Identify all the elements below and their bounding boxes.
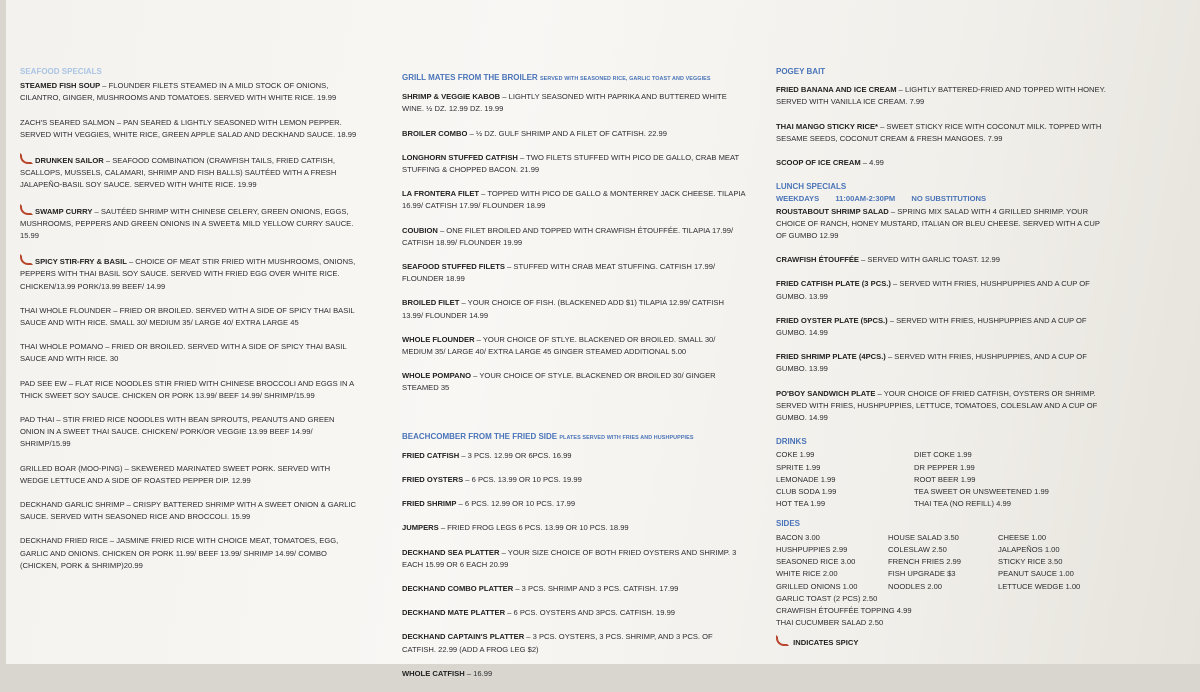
beach-note: PLATES SERVED WITH FRIES AND HUSHPUPPIES [559, 434, 694, 441]
menu-item-description: – SPRING MIX SALAD WITH 4 GRILLED SHRIMP. YOUR CHOICE OF RANCH, HONEY MUSTARD, ITALIAN OR BLEU CHEESE. SERVED WITH A CUP OF GUMBO 12.99 [776, 206, 1100, 241]
side-item: PEANUT SAUCE 1.00 [998, 569, 1074, 579]
menu-item-name: CRAWFISH ÉTOUFFÉE [776, 255, 859, 265]
chili-pepper-icon [20, 204, 33, 215]
menu-item-name: ROUSTABOUT SHRIMP SALAD [776, 206, 889, 216]
menu-item [20, 117, 360, 141]
menu-item-description: – LIGHTLY SEASONED WITH PAPRIKA AND BUTTERED WHITE WINE. ½ DZ. 12.99 DZ. 19.99 [402, 92, 727, 114]
drink-item: ROOT BEER 1.99 [914, 474, 976, 484]
drink-item: HOT TEA 1.99 [776, 499, 826, 509]
menu-item-name: BROILER COMBO [402, 128, 468, 138]
drink-item: CLUB SODA 1.99 [776, 487, 837, 497]
menu-item [20, 341, 360, 365]
menu-item [402, 334, 747, 358]
section-heading-sides: SIDES [776, 519, 801, 529]
menu-item [776, 206, 1106, 243]
menu-item-name: SCOOP OF ICE CREAM [776, 158, 861, 168]
drink-item: THAI TEA (NO REFILL) 4.99 [914, 499, 1011, 509]
menu-item-description: – FRIED FROG LEGS 6 PCS. 13.99 OR 10 PCS. 18.99 [438, 523, 629, 533]
menu-item-description: – SERVED WITH FRIES, HUSHPUPPIES AND A CUP OF GUMBO. 13.99 [776, 279, 1090, 301]
menu-item-name: FRIED CATFISH [402, 450, 460, 460]
side-item: GRILLED ONIONS 1.00 [776, 581, 858, 591]
menu-item-description: – YOUR CHOICE OF STLYE. BLACKENED OR BROILED. SMALL 30/ MEDIUM 35/ LARGE 40/ EXTRA LARGE 45 GINGER STEAMED ADDITIONAL 5.00 [402, 334, 716, 357]
menu-item [402, 91, 747, 115]
menu-item [20, 254, 360, 293]
side-item: HUSHPUPPIES 2.99 [776, 544, 848, 554]
menu-item-name: WHOLE POMPANO [402, 371, 472, 381]
menu-item [402, 607, 747, 619]
lunch-hours: 11:00AM-2:30PM [835, 194, 896, 204]
grill-title: GRILL MATES FROM THE BROILER [402, 73, 538, 82]
menu-item-description: – 6 PCS. OYSTERS AND 3PCS. CATFISH. 19.99 [505, 608, 676, 618]
menu-item-name: FRIED SHRIMP PLATE (4PCS.) [776, 352, 886, 362]
menu-item-name: LA FRONTERA FILET [402, 189, 480, 199]
drink-item: DR PEPPER 1.99 [914, 462, 975, 472]
menu-item [402, 225, 747, 249]
side-item: FRENCH FRIES 2.99 [888, 557, 962, 567]
menu-item-description: – SWEET STICKY RICE WITH COCONUT MILK. TOPPED WITH SESAME SEEDS, COCONUT CREAM & FRESH MANGOES. 7.99 [776, 121, 1102, 143]
menu-item-name: FRIED SHRIMP [402, 499, 457, 509]
menu-item [402, 474, 747, 486]
menu-item-name: COUBION [402, 225, 438, 235]
menu-item-name: SPICY STIR-FRY & BASIL [35, 257, 127, 267]
menu-item-description: – FLOUNDER FILETS STEAMED IN A MILD STOCK OF ONIONS, CILANTRO, GINGER, MUSHROOMS AND TOMATOES. SERVED WITH WHITE RICE. 19.99 [20, 81, 337, 103]
beachcomber-list [402, 450, 747, 680]
menu-item-name: WHOLE FLOUNDER [402, 334, 475, 344]
section-heading-grill [402, 72, 747, 85]
menu-item-name: DECKHAND CAPTAIN'S PLATTER [402, 632, 525, 642]
menu-item [776, 121, 1106, 145]
menu-item-name: DRUNKEN SAILOR [35, 156, 104, 166]
menu-item [402, 450, 747, 462]
menu-item [402, 522, 747, 534]
menu-item-description: – SERVED WITH FRIES, HUSHPUPPIES AND A CUP OF GUMBO. 14.99 [776, 315, 1087, 338]
menu-item-description: – YOUR CHOICE OF STYLE. BLACKENED OR BROILED 30/ GINGER STEAMED 35 [402, 371, 716, 393]
grill-list [402, 91, 747, 394]
menu-item-description: – TOPPED WITH PICO DE GALLO & MONTERREY JACK CHEESE. TILAPIA 16.99/ CATFISH 17.99/ FLOUNDER 18.99 [402, 189, 746, 211]
menu-item [402, 668, 747, 680]
drink-item: TEA SWEET OR UNSWEETENED 1.99 [914, 487, 1049, 497]
side-item: COLESLAW 2.50 [888, 544, 947, 554]
menu-item-description: GRILLED BOAR (MOO-PING) – SKEWERED MARINATED SWEET PORK. SERVED WITH WEDGE LETTUCE AND A SIDE OF ROASTED PEPPER DIP. 12.99 [20, 463, 331, 485]
menu-item [402, 547, 747, 571]
menu-item-description: – ½ DZ. GULF SHRIMP AND A FILET OF CATFISH. 22.99 [467, 128, 667, 138]
specials-list [20, 80, 360, 572]
menu-item [20, 463, 360, 487]
menu-item [776, 388, 1106, 425]
side-item: GARLIC TOAST (2 PCS) 2.50 [776, 593, 878, 603]
menu-item-description: – SEAFOOD COMBINATION (CRAWFISH TAILS, FRIED CATFISH, SCALLOPS, MUSSELS, CALAMARI, SHRIMP AND FISH BALLS) SAUTÉED WITH A FRESH JALAPEÑO-BASIL SOY SAUCE. SERVED WITH WHITE RICE. 19.99 [20, 156, 337, 190]
menu-item [776, 315, 1106, 339]
menu-item-name: STEAMED FISH SOUP [20, 81, 101, 91]
menu-item-description: – YOUR SIZE CHOICE OF BOTH FRIED OYSTERS AND SHRIMP. 3 EACH 15.99 OR 6 EACH 20.99 [402, 547, 737, 569]
section-heading-drinks: DRINKS [776, 437, 807, 447]
menu-item [402, 128, 747, 140]
chili-pepper-icon [20, 153, 33, 164]
menu-page [6, 0, 1200, 678]
menu-item-description: PAD THAI – STIR FRIED RICE NOODLES WITH BEAN SPROUTS, PEANUTS AND GREEN ONION IN A SWEET THAI SAUCE. CHICKEN/ PORK/OR VEGGIE 13.99 BEEF 14.99/ SHRIMP/15.99 [20, 415, 335, 449]
menu-item-description: – YOUR CHOICE OF FISH. (BLACKENED ADD $1) TILAPIA 12.99/ CATFISH 13.99/ FLOUNDER 14.99 [402, 298, 724, 320]
menu-item-name: JUMPERS [402, 523, 439, 533]
menu-item-name: WHOLE CATFISH [402, 668, 465, 678]
menu-item-description: – 16.99 [464, 668, 493, 678]
menu-item [776, 351, 1106, 375]
menu-item-description: – SERVED WITH FRIES, HUSHPUPPIES, AND A CUP OF GUMBO. 13.99 [776, 352, 1087, 374]
spicy-legend [776, 635, 1106, 649]
side-item: LETTUCE WEDGE 1.00 [998, 581, 1081, 591]
menu-item-description: – 3 PCS. 12.99 OR 6PCS. 16.99 [459, 450, 572, 460]
sides-extra-list [776, 593, 1106, 630]
menu-item-description: THAI WHOLE FLOUNDER – FRIED OR BROILED. SERVED WITH A SIDE OF SPICY THAI BASIL SAUCE AND WITH RICE. SMALL 30/ MEDIUM 35/ LARGE 40/ EXTRA LARGE 45 [20, 305, 355, 328]
lunch-hours-line [776, 193, 1106, 205]
menu-item-name: THAI MANGO STICKY RICE* [776, 121, 878, 131]
menu-item-description: – SERVED WITH GARLIC TOAST. 12.99 [858, 255, 1000, 265]
menu-item [20, 414, 360, 451]
drink-item: LEMONADE 1.99 [776, 474, 836, 484]
menu-item-name: BROILED FILET [402, 298, 460, 308]
menu-item-description: DECKHAND GARLIC SHRIMP – CRISPY BATTERED SHRIMP WITH A SWEET ONION & GARLIC SAUCE. SERVED WITH SEASONED RICE AND BROCCOLI. 15.99 [20, 500, 357, 522]
menu-item-name: FRIED OYSTER PLATE (5PCS.) [776, 315, 888, 325]
lunch-days: WEEKDAYS [776, 194, 820, 204]
grill-note: SERVED WITH SEASONED RICE, GARLIC TOAST AND VEGGIES [539, 76, 711, 82]
menu-item-description: – 6 PCS. 12.99 OR 10 PCS. 17.99 [456, 499, 576, 509]
menu-item-description: – 4.99 [860, 158, 884, 168]
side-item: HOUSE SALAD 3.50 [888, 532, 959, 542]
menu-item-name: SWAMP CURRY [35, 206, 93, 216]
menu-item [776, 278, 1106, 302]
chili-pepper-icon [776, 635, 789, 646]
menu-item-name: FRIED OYSTERS [402, 475, 464, 485]
side-item: JALAPEÑOS 1.00 [998, 544, 1060, 554]
side-item: FISH UPGRADE $3 [888, 569, 956, 579]
side-item: WHITE RICE 2.00 [776, 569, 838, 579]
menu-item-name: FRIED CATFISH PLATE (3 PCS.) [776, 279, 891, 289]
menu-item [402, 631, 747, 655]
menu-item-description: – TWO FILETS STUFFED WITH PICO DE GALLO, CRAB MEAT STUFFING & CHOPPED BACON. 21.99 [402, 152, 739, 175]
side-item: NOODLES 2.00 [888, 581, 943, 591]
menu-item-name: DECKHAND COMBO PLATTER [402, 584, 514, 594]
drink-item: DIET COKE 1.99 [914, 450, 972, 460]
menu-item-description: DECKHAND FRIED RICE – JASMINE FRIED RICE WITH CHOICE MEAT, TOMATOES, EGG, GARLIC AND ONIONS. CHICKEN OR PORK 11.99/ BEEF 13.99/ SHRIMP 14.99/ COMBO (CHICKEN, PORK & SHRIMP)20.99 [20, 536, 339, 570]
menu-item-name: PO'BOY SANDWICH PLATE [776, 388, 876, 398]
menu-item-description: – STUFFED WITH CRAB MEAT STUFFING. CATFISH 17.99/ FLOUNDER 18.99 [402, 262, 716, 284]
section-heading-beachcomber [402, 431, 747, 444]
menu-item-description: – 3 PCS. SHRIMP AND 3 PCS. CATFISH. 17.99 [513, 584, 679, 594]
menu-item [776, 254, 1106, 266]
menu-item [20, 153, 360, 192]
section-heading-lunch: LUNCH SPECIALS [776, 182, 847, 192]
drink-item: COKE 1.99 [776, 450, 815, 460]
side-item: THAI CUCUMBER SALAD 2.50 [776, 618, 884, 628]
menu-item-description: – CHOICE OF MEAT STIR FRIED WITH MUSHROOMS, ONIONS, PEPPERS WITH THAI BASIL SOY SAUCE. SERVED WITH FRIED EGG OVER WHITE RICE. CHICKEN/13.99 PORK/13.99 BEEF/ 14.99 [20, 257, 356, 291]
menu-item-name: LONGHORN STUFFED CATFISH [402, 152, 518, 162]
menu-item-description: – 6 PCS. 13.99 OR 10 PCS. 19.99 [463, 475, 582, 485]
menu-item [20, 499, 360, 523]
menu-item-description: – ONE FILET BROILED AND TOPPED WITH CRAWFISH ÉTOUFFÉE. TILAPIA 17.99/ CATFISH 18.99/ FLOUNDER 19.99 [402, 225, 734, 247]
menu-item-description: – LIGHTLY BATTERED-FRIED AND TOPPED WITH HONEY. SERVED WITH VANILLA ICE CREAM. 7.99 [776, 85, 1106, 107]
menu-item [402, 188, 747, 212]
lunch-list [776, 206, 1106, 425]
side-item: SEASONED RICE 3.00 [776, 557, 856, 567]
chili-pepper-icon [20, 254, 33, 265]
menu-item [20, 80, 360, 104]
side-item: CHEESE 1.00 [998, 532, 1047, 542]
menu-item [402, 498, 747, 510]
side-item: CRAWFISH ÉTOUFFÉE TOPPING 4.99 [776, 605, 912, 615]
menu-item [402, 370, 747, 394]
menu-item [402, 297, 747, 321]
menu-item-name: SHRIMP & VEGGIE KABOB [402, 92, 501, 102]
menu-item [20, 305, 360, 329]
menu-item-description: THAI WHOLE POMANO – FRIED OR BROILED. SERVED WITH A SIDE OF SPICY THAI BASIL SAUCE AND WITH RICE. 30 [20, 342, 347, 364]
menu-column-right [776, 66, 1106, 650]
menu-item-description: PAD SEE EW – FLAT RICE NOODLES STIR FRIED WITH CHINESE BROCCOLI AND EGGS IN A THICK SWEET SOY SAUCE. CHICKEN OR PORK 13.99/ BEEF 14.99/ SHRIMP/15.99 [20, 378, 354, 400]
menu-column-middle [402, 72, 747, 692]
side-item: STICKY RICE 3.50 [998, 557, 1063, 567]
sides-list [776, 532, 1106, 593]
menu-item-description: – YOUR CHOICE OF FRIED CATFISH, OYSTERS OR SHRIMP. SERVED WITH FRIES, HUSHPUPPIES, LETTUCE, TOMATOES, COLESLAW AND A CUP OF GUMBO. 14.99 [776, 388, 1098, 423]
menu-item [20, 378, 360, 402]
menu-item [20, 204, 360, 243]
menu-item-description: ZACH'S SEARED SALMON – PAN SEARED & LIGHTLY SEASONED WITH LEMON PEPPER. SERVED WITH VEGGIES, WHITE RICE, GREEN APPLE SALAD AND DECKHAND SAUCE. 18.99 [20, 117, 357, 139]
menu-item-name: DECKHAND MATE PLATTER [402, 608, 506, 618]
side-item: BACON 3.00 [776, 532, 820, 542]
lunch-note: NO SUBSTITUTIONS [911, 194, 987, 204]
menu-item [402, 261, 747, 285]
menu-column-left [20, 66, 360, 584]
menu-item [20, 535, 360, 572]
section-heading-specials: SEAFOOD SPECIALS [20, 67, 102, 76]
section-heading-pogey: POGEY BAIT [776, 67, 826, 76]
menu-item [402, 583, 747, 595]
drinks-list [776, 449, 1106, 510]
menu-item [776, 84, 1106, 108]
drink-item: SPRITE 1.99 [776, 462, 821, 472]
dessert-list [776, 84, 1106, 169]
legend-text: INDICATES SPICY [793, 638, 859, 648]
beach-title: BEACHCOMBER FROM THE FRIED SIDE [402, 431, 558, 441]
menu-item-description: – 3 PCS. OYSTERS, 3 PCS. SHRIMP, AND 3 PCS. OF CATFISH. 22.99 (ADD A FROG LEG $2) [402, 632, 713, 654]
menu-item-name: SEAFOOD STUFFED FILETS [402, 262, 505, 272]
menu-item-description: – SAUTÉED SHRIMP WITH CHINESE CELERY, GREEN ONIONS, EGGS, MUSHROOMS, PEPPERS AND GREEN ONIONS IN A SWEET& MILD YELLOW CURRY SAUCE. 15.99 [20, 206, 354, 241]
menu-item [776, 157, 1106, 169]
menu-item-name: FRIED BANANA AND ICE CREAM [776, 85, 897, 95]
menu-item [402, 152, 747, 176]
menu-item-name: DECKHAND SEA PLATTER [402, 547, 500, 557]
